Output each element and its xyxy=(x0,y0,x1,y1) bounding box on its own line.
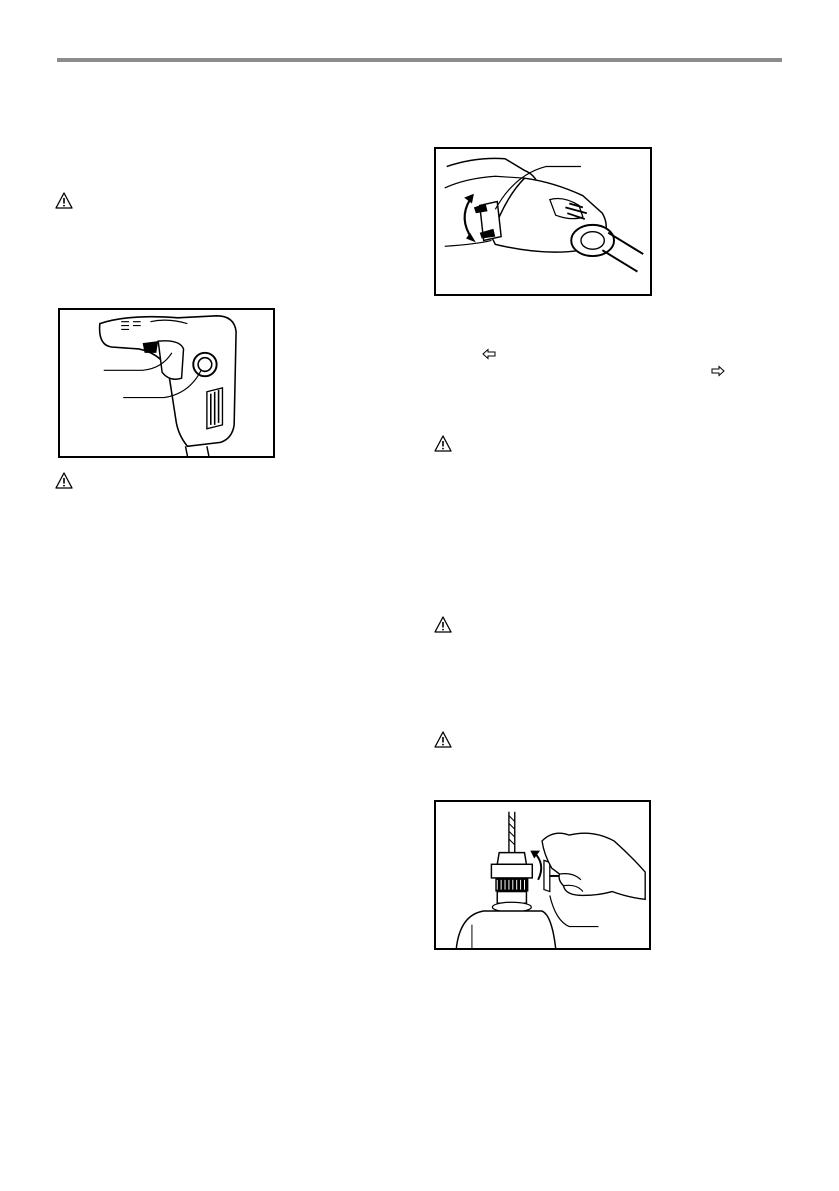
chuck-key-figure xyxy=(434,800,651,950)
warning-icon xyxy=(434,435,452,452)
warning-icon xyxy=(434,616,452,633)
arrow-right-outline-icon xyxy=(711,365,725,377)
warning-icon xyxy=(55,192,73,209)
arrow-left-outline-icon xyxy=(482,348,496,360)
reversing-switch-figure xyxy=(434,147,652,296)
header-rule xyxy=(57,58,782,62)
switch-trigger-figure xyxy=(58,308,275,458)
warning-icon xyxy=(55,472,73,489)
warning-icon xyxy=(434,731,452,748)
